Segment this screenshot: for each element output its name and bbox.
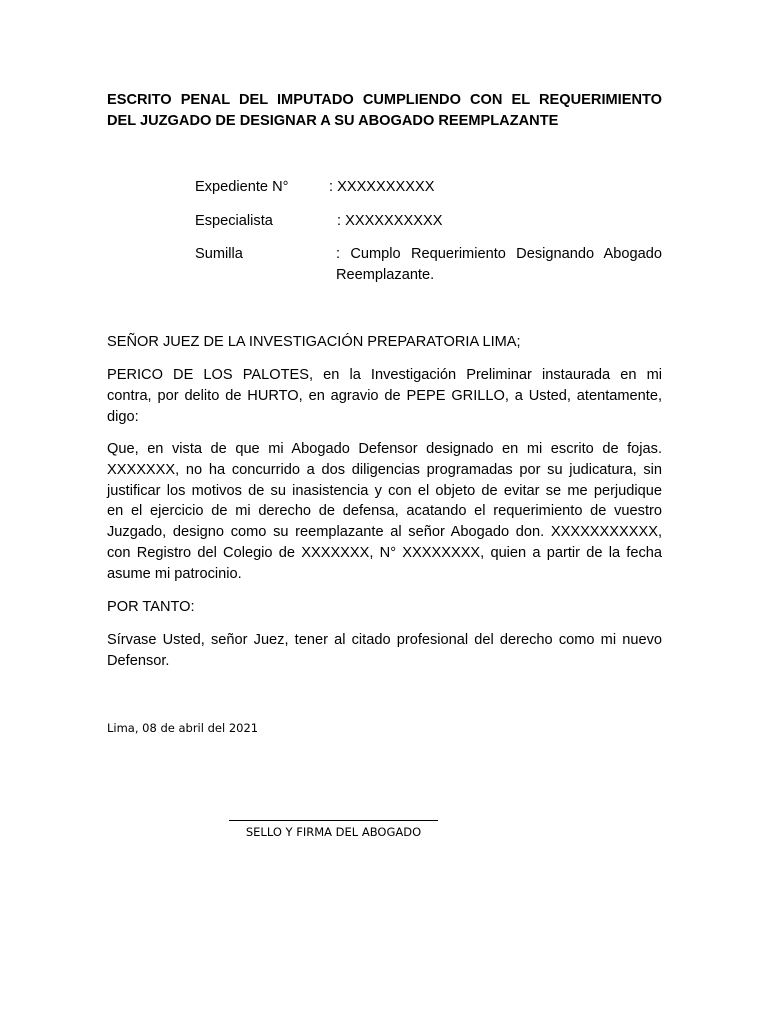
closing-paragraph — [107, 630, 662, 672]
especialista-label: Especialista — [195, 213, 273, 229]
addressee-line: SEÑOR JUEZ DE LA INVESTIGACIÓN PREPARATORIA LIMA; — [107, 334, 521, 350]
title-line: DEL JUZGADO DE DESIGNAR A SU ABOGADO REEMPLAZANTE — [107, 113, 559, 129]
body-line: XXXXXXX, no ha concurrido a dos diligencias programadas por su judicatura, sin — [107, 461, 662, 478]
body-line: en el ejercicio de mi derecho de defensa, acatando el requerimiento de vuestro — [107, 503, 662, 520]
addressee — [107, 332, 662, 353]
intro-line: contra, por delito de HURTO, en agravio de PEPE GRILLO, a Usted, atentamente, — [107, 387, 662, 404]
intro-line: PERICO DE LOS PALOTES, en la Investigación Preliminar instaurada en mi — [107, 367, 662, 383]
por-tanto — [107, 597, 662, 618]
document-title — [107, 90, 662, 132]
body-line: asume mi patrocinio. — [107, 565, 242, 582]
sumilla-label: Sumilla — [195, 246, 243, 262]
body-line: justificar los motivos de su inasistencia y con el objeto de evitar se me perjudique — [107, 482, 662, 499]
signature-line — [229, 820, 438, 821]
especialista-value: : XXXXXXXXXX — [337, 213, 443, 229]
body-line: con Registro del Colegio de XXXXXXX, N° XXXXXXXX, quien a partir de la fecha — [107, 544, 662, 561]
expediente-label: Expediente N° — [195, 179, 289, 195]
closing-line: Sírvase Usted, señor Juez, tener al citado profesional del derecho como mi nuevo — [107, 632, 662, 648]
intro-line: digo: — [107, 408, 139, 425]
expediente-value: : XXXXXXXXXX — [329, 179, 435, 195]
document-date: Lima, 08 de abril del 2021 — [107, 721, 259, 735]
signature-label: SELLO Y FIRMA DEL ABOGADO — [245, 825, 422, 839]
sumilla-value — [336, 244, 662, 286]
sumilla-value-line: : Cumplo Requerimiento Designando Abogado — [336, 246, 662, 262]
body-line: Juzgado, designo como su reemplazante al señor Abogado don. XXXXXXXXXXX, — [107, 524, 662, 541]
title-line: ESCRITO PENAL DEL IMPUTADO CUMPLIENDO CON EL REQUERIMIENTO — [107, 92, 662, 108]
sumilla-value-line: Reemplazante. — [336, 267, 435, 283]
intro-paragraph — [107, 365, 662, 427]
por-tanto-line: POR TANTO: — [107, 599, 195, 615]
body-line: Que, en vista de que mi Abogado Defensor designado en mi escrito de fojas. — [107, 441, 662, 457]
closing-line: Defensor. — [107, 652, 170, 669]
body-paragraph — [107, 439, 662, 585]
